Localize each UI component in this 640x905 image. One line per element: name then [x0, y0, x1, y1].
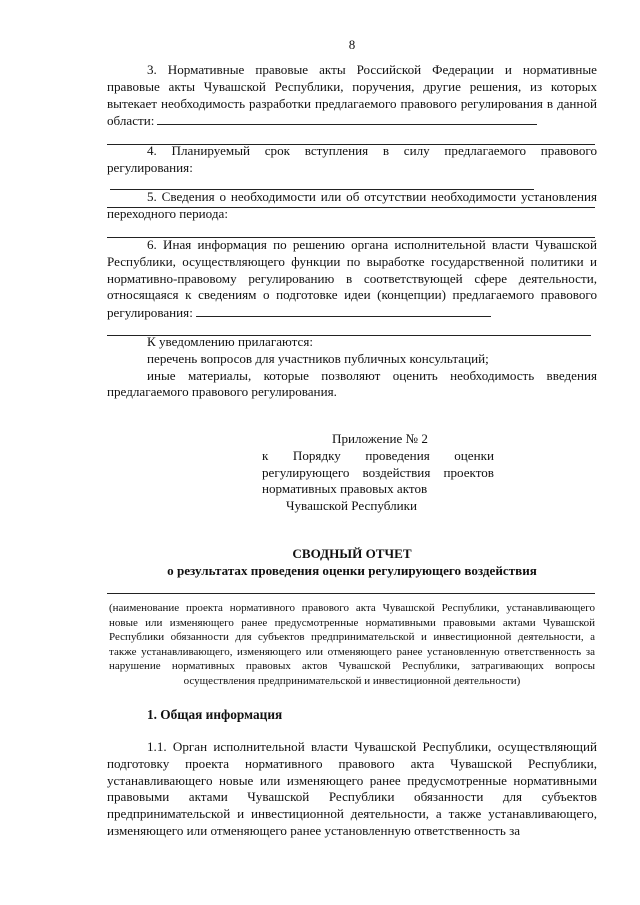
- fill-line: [110, 177, 534, 190]
- fill-line: [196, 304, 491, 317]
- paragraph-1-1: [107, 739, 597, 840]
- report-subtitle: о результатах проведения оценки регулирующего воздействия: [167, 563, 537, 578]
- page-number: 8: [348, 37, 356, 52]
- attachment-item-1: перечень вопросов для участников публичных консультаций;: [147, 350, 489, 366]
- appendix-reference: к Порядку проведения оценки регулирующего воздействия проектов нормативных правовых актов: [262, 447, 494, 497]
- section-3-text: 3. Нормативные правовые акты Российской Федерации и нормативные правовые акты Чувашской Республики, поручения, другие решения, из которых вытекает необходимость разработки предлагаемого правового регулирования в данной области:: [107, 62, 597, 129]
- attachment-item-2: иные материалы, которые позволяют оценить необходимость введения предлагаемого правового регулирования.: [107, 367, 597, 400]
- section-6-text: 6. Иная информация по решению органа исполнительной власти Чувашской Республики, осуществляющего функции по выработке государственной политики и нормативно-правовому регулированию в соответствующей сфере деятельности, относящаяся к сведениям о подготовке идеи (концепции) предлагаемого правового регулирования:: [107, 237, 597, 321]
- section-heading: 1. Общая информация: [147, 707, 283, 722]
- report-name-caption: (наименование проекта нормативного правового акта Чувашской Республики, устанавливающего новые или изменяющего ранее предусмотренные нормативными правовыми актами Чувашской Республики обязанности для субъектов предпринимательской и инвестиционной деятельности, а также устанавливающего, изменяющего или отменяющего ранее установленную ответственность за нарушение нормативных правовых актов Чувашской Республики, затрагивающих вопросы осуществления предпринимательской и инвестиционной деятельности): [109, 602, 595, 687]
- section-4-text: 4. Планируемый срок вступления в силу предлагаемого правового регулирования:: [107, 143, 597, 175]
- appendix-republic: Чувашской Республики: [286, 498, 417, 514]
- section-6: [107, 237, 597, 336]
- section-5-text: 5. Сведения о необходимости или об отсутствии необходимости установления переходного периода:: [107, 189, 597, 221]
- report-title: СВОДНЫЙ ОТЧЕТ: [292, 546, 412, 561]
- blank-rule: [107, 593, 595, 594]
- section-5: [107, 189, 597, 238]
- fill-line: [157, 112, 537, 125]
- attachments: [107, 334, 597, 401]
- report-name-field: [107, 593, 597, 688]
- paragraph-1-1-text: 1.1. Орган исполнительной власти Чувашской Республики, осуществляющий подготовку проекта нормативного правового акта Чувашской Республики, устанавливающего новые или изменяющего ранее предусмотренные нормативными правовыми актами Чувашской Республики обязанности для субъектов предпринимательской и инвестиционной деятельности, а также устанавливающего, изменяющего или отменяющего ранее установленную ответственность за: [107, 739, 597, 838]
- attachments-intro: К уведомлению прилагаются:: [147, 334, 314, 349]
- appendix-block: [262, 431, 494, 515]
- section-3: [107, 62, 597, 145]
- appendix-number: Приложение № 2: [332, 431, 428, 446]
